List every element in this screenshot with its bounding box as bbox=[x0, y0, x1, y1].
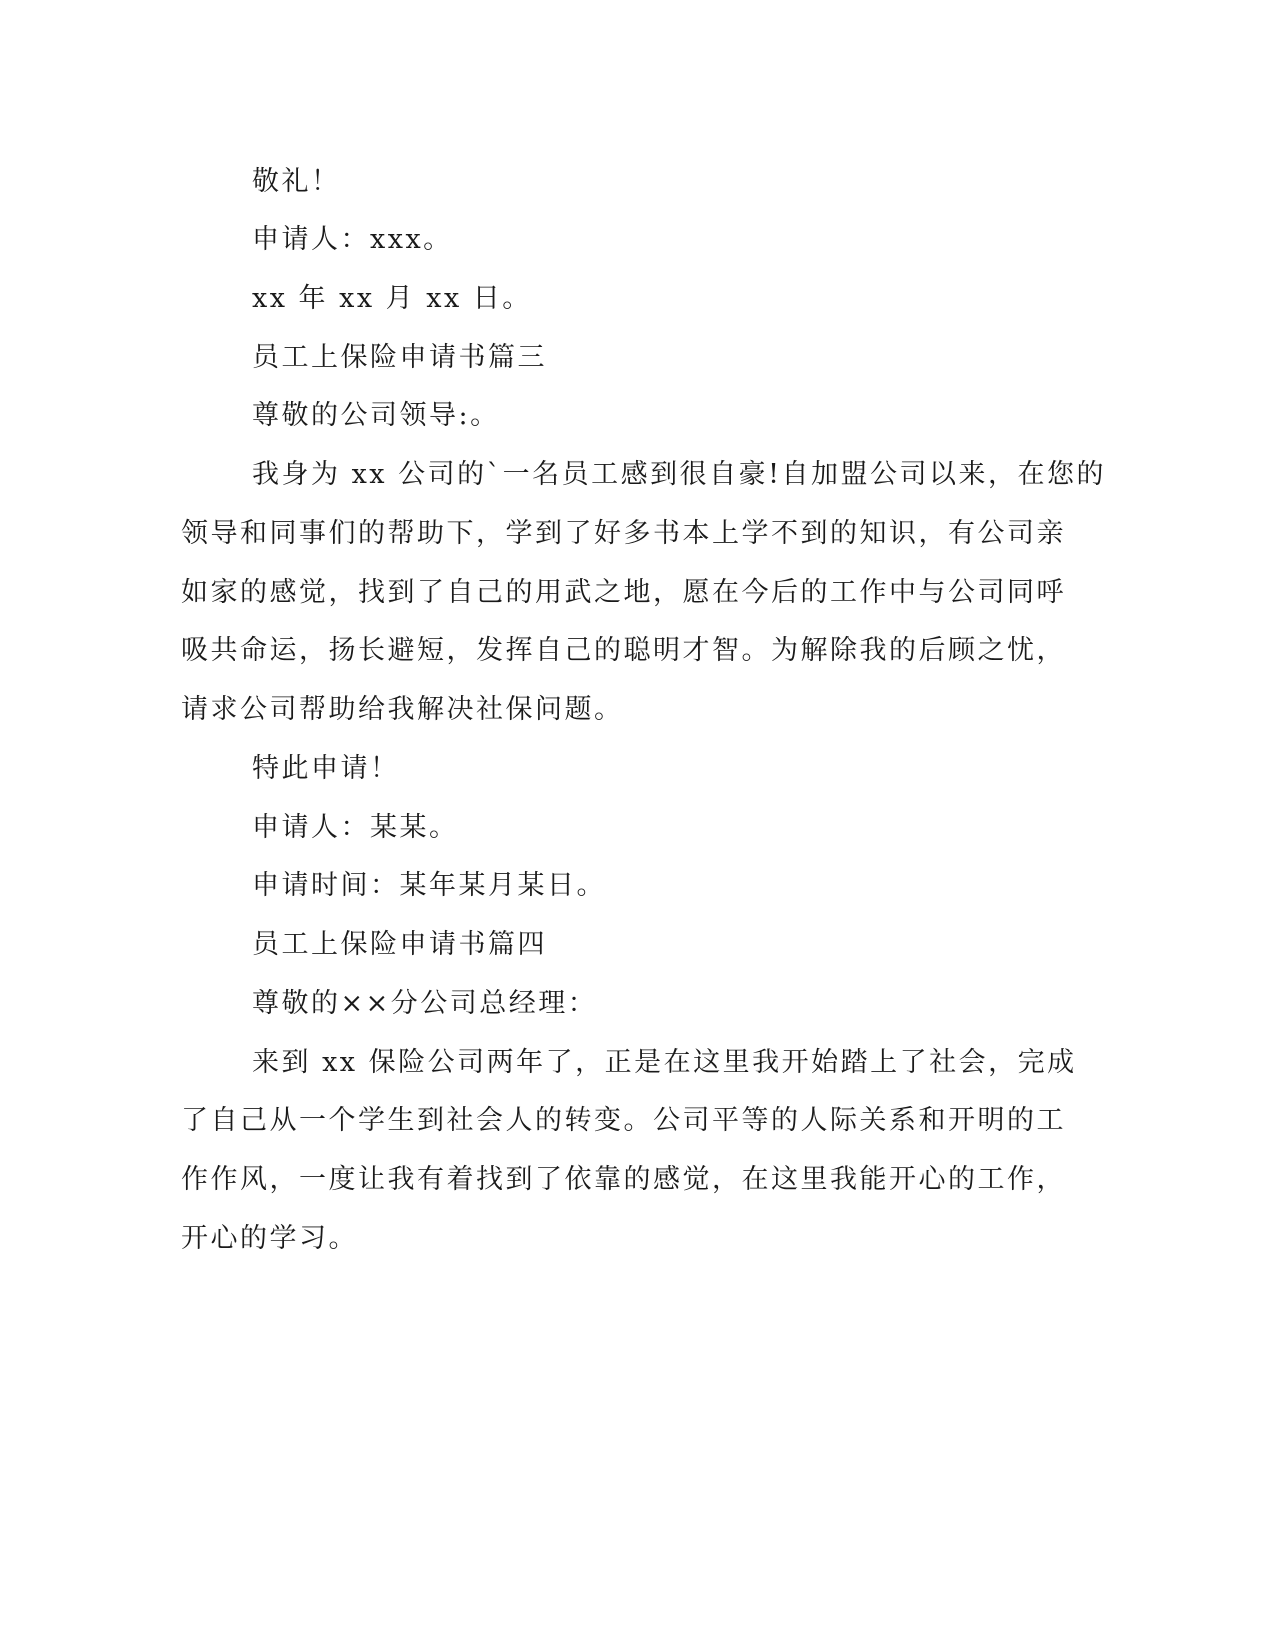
body-paragraph-line: 来到 xx 保险公司两年了，正是在这里我开始踏上了社会，完成 bbox=[252, 1047, 1077, 1078]
body-paragraph-line: 吸共命运，扬长避短，发挥自己的聪明才智。为解除我的后顾之忧， bbox=[181, 635, 1066, 666]
application-date-line: 申请时间：某年某月某日。 bbox=[252, 870, 606, 901]
body-paragraph-line: 如家的感觉，找到了自己的用武之地，愿在今后的工作中与公司同呼 bbox=[181, 577, 1066, 608]
body-paragraph-line: 了自己从一个学生到社会人的转变。公司平等的人际关系和开明的工 bbox=[181, 1105, 1066, 1136]
section-heading-four: 员工上保险申请书篇四 bbox=[252, 929, 547, 960]
body-paragraph-line: 领导和同事们的帮助下，学到了好多书本上学不到的知识，有公司亲 bbox=[181, 518, 1066, 549]
greeting-line: 尊敬的公司领导:。 bbox=[252, 400, 500, 431]
section-heading-three: 员工上保险申请书篇三 bbox=[252, 342, 547, 373]
request-closing: 特此申请！ bbox=[252, 753, 400, 784]
applicant-line: 申请人：xxx。 bbox=[252, 224, 453, 255]
body-paragraph-line: 请求公司帮助给我解决社保问题。 bbox=[181, 694, 624, 725]
body-paragraph-line: 开心的学习。 bbox=[181, 1223, 358, 1254]
greeting-line: 尊敬的××分公司总经理： bbox=[252, 988, 598, 1019]
date-line: xx 年 xx 月 xx 日。 bbox=[252, 283, 532, 314]
body-paragraph-line: 作作风，一度让我有着找到了依靠的感觉，在这里我能开心的工作， bbox=[181, 1164, 1066, 1195]
applicant-line: 申请人：某某。 bbox=[252, 812, 459, 843]
body-paragraph-line: 我身为 xx 公司的`一名员工感到很自豪!自加盟公司以来，在您的 bbox=[252, 459, 1106, 490]
closing-salutation: 敬礼！ bbox=[252, 166, 341, 197]
